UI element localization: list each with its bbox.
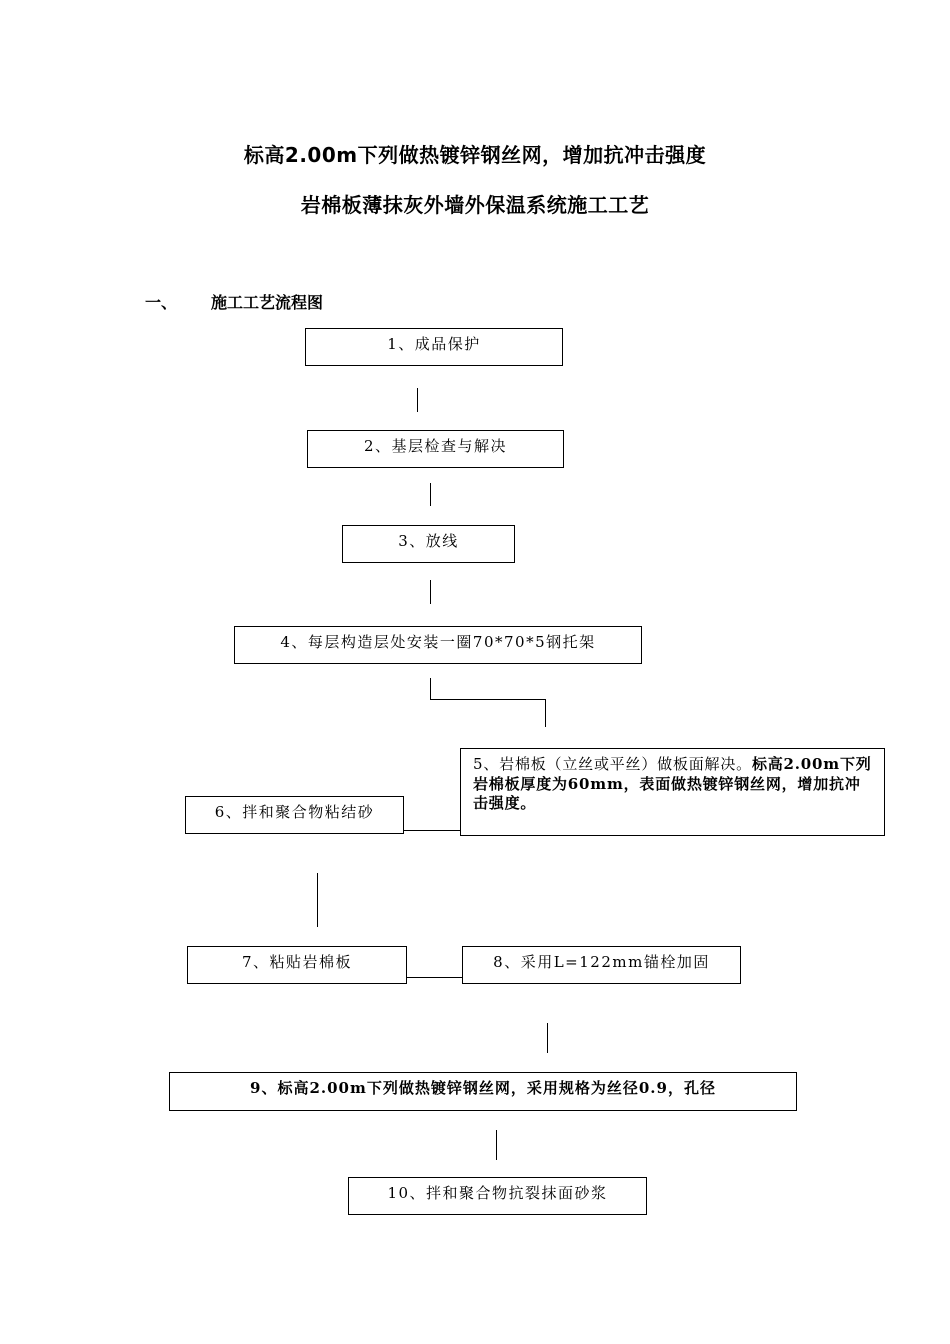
flow-step-6: 6、拌和聚合物粘结砂: [185, 796, 404, 834]
connector-1-2: [417, 388, 418, 412]
connector-4-horizontal: [430, 699, 546, 700]
connector-3-4: [430, 580, 431, 604]
section-title: 施工工艺流程图: [211, 293, 324, 312]
connector-7-8: [407, 977, 462, 978]
flow-step-10: 10、拌和聚合物抗裂抹面砂浆: [348, 1177, 647, 1215]
flow-step-2: 2、基层检查与解决: [307, 430, 564, 468]
flow-step-7: 7、粘贴岩棉板: [187, 946, 407, 984]
flow-step-5: [460, 748, 885, 836]
section-number: 一、: [145, 293, 178, 312]
connector-6-7: [317, 873, 318, 927]
flow-step-8: 8、采用L=122mm锚栓加固: [462, 946, 741, 984]
connector-4-down: [430, 678, 431, 700]
flow-step-5-text: 5、岩棉板（立丝或平丝）做板面解决。: [473, 755, 752, 773]
connector-8-9: [547, 1023, 548, 1053]
connector-5-6: [404, 830, 461, 831]
connector-9-10: [496, 1130, 497, 1160]
connector-4-5: [545, 699, 546, 727]
flow-step-4: 4、每层构造层处安装一圈70*70*5钢托架: [234, 626, 642, 664]
flow-step-3: 3、放线: [342, 525, 515, 563]
flow-step-1: 1、成品保护: [305, 328, 563, 366]
flow-step-9: 9、标高2.00m下列做热镀锌钢丝网，采用规格为丝径0.9，孔径: [169, 1072, 797, 1111]
flow-step-5-bold-text: 标高2.00m下列岩棉板厚度为60mm，表面做热镀锌钢丝网，增加抗冲击强度。: [473, 755, 872, 812]
document-title-line1: 标高2.00m下列做热镀锌钢丝网，增加抗冲击强度: [243, 143, 707, 167]
section-heading: [145, 290, 323, 313]
document-title-line2: 岩棉板薄抹灰外墙外保温系统施工工艺: [300, 193, 650, 217]
connector-2-3: [430, 483, 431, 506]
